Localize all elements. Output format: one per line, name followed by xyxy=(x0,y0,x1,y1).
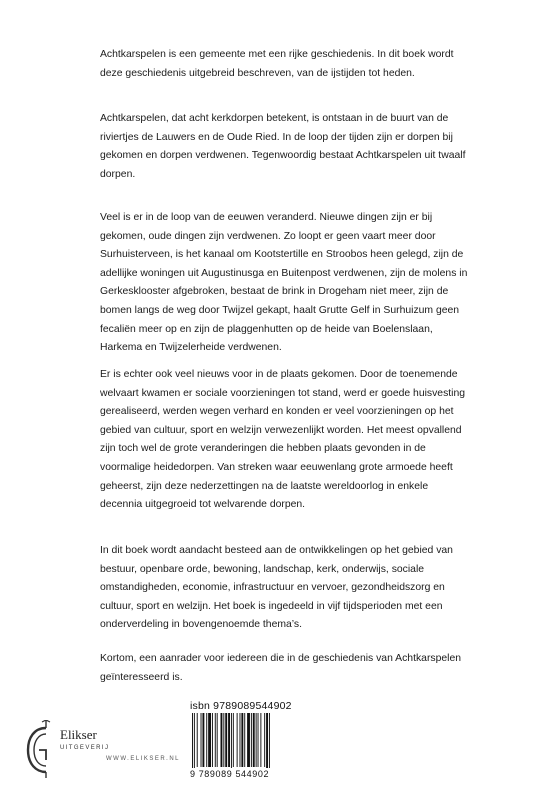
barcode-digits: 9 789089 544902 xyxy=(190,768,288,780)
blurb-paragraph-3: Veel is er in de loop van de eeuwen veranderd. Nieuwe dingen zijn er bij gekomen, oude dingen zijn verdwenen. Zo loopt er geen vaart meer door Surhuisterveen, is het kanaal om Kootstertille en Stroobos heen gelegd, zijn de adellijke woningen uit Augustinusga en Buitenpost verdwenen, zijn de molens in Gerkesklooster afgebroken, bestaat de brink in Drogeham niet meer, zijn de bomen langs de weg door Twijzel gekapt, haalt Grutte Gelf in Surhuizum geen fecaliën meer op en zijn de plaggenhutten op de heide van Boelenslaan, Harkema en Twijzelerheide verdwenen. xyxy=(100,212,468,354)
isbn-label: isbn 9789089544902 xyxy=(190,700,292,712)
publisher-logo xyxy=(22,720,122,780)
blurb-paragraph-1: Achtkarspelen is een gemeente met een rijke geschiedenis. In dit boek wordt deze geschiedenis uitgebreid beschreven, van de ijstijden tot heden. xyxy=(100,49,454,79)
publisher-subtitle: UITGEVERIJ xyxy=(60,745,110,751)
blurb-paragraph-4: Er is echter ook veel nieuws voor in de plaats gekomen. Door de toenemende welvaart kwamen er sociale voorzieningen tot stand, werd er goede huisvesting gerealiseerd, werden wegen verhard en konden er veel voorzieningen op het gebied van cultuur, sport en welzijn verwezenlijkt worden. Het meest opvallend zijn toch wel de grote veranderingen die hebben plaats gevonden in de voormalige heidedorpen. Van streken waar eeuwenlang grote armoede heeft geheerst, zijn deze nederzettingen na de laatste wereldoorlog in enkele decennia uitgegroeid tot welvarende dorpen. xyxy=(100,369,466,511)
blurb-paragraph-6: Kortom, een aanrader voor iedereen die in de geschiedenis van Achtkarspelen geïnteresseerd is. xyxy=(100,653,462,683)
publisher-name: Elikser xyxy=(60,727,97,742)
elikser-logo-icon xyxy=(22,720,58,780)
blurb-paragraph-5: In dit boek wordt aandacht besteed aan de ontwikkelingen op het gebied van bestuur, openbare orde, bewoning, landschap, kerk, onderwijs, sociale omstandigheden, economie, infrastructuur en vervoer, gezondheidszorg en cultuur, sport en welzijn. Het boek is ingedeeld in vijf tijdsperioden met een onderverdeling in bovengenoemde thema’s. xyxy=(100,545,453,631)
blurb-paragraph-2: Achtkarspelen, dat acht kerkdorpen betekent, is ontstaan in de buurt van de riviertjes de Lauwers en de Oude Ried. In de loop der tijden zijn er dorpen bij gekomen en dorpen verdwenen. Tegenwoordig bestaat Achtkarspelen uit twaalf dorpen. xyxy=(100,113,466,180)
publisher-website: WWW.ELIKSER.NL xyxy=(106,756,181,762)
barcode-image xyxy=(190,713,290,775)
